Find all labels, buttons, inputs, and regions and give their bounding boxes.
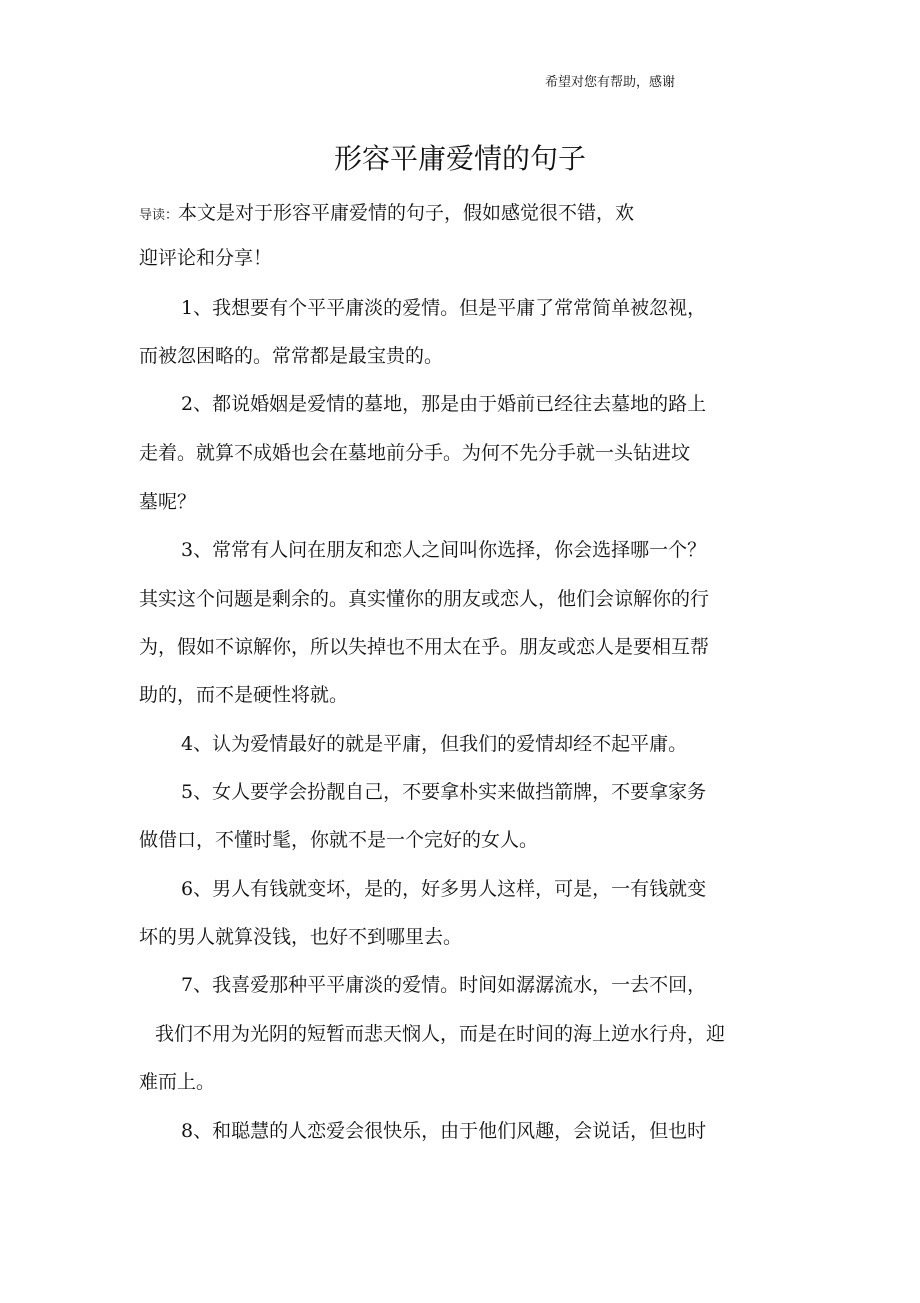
paragraph-8-line-1: 8、和聪慧的人恋爱会很快乐，由于他们风趣，会说话，但也时 [181,1120,707,1142]
paragraph-2-line-3: 墓呢？ [139,491,197,513]
paragraph-7-line-3: 难而上。 [139,1071,216,1093]
paragraph-4-line-1: 4、认为爱情最好的就是平庸，但我们的爱情却经不起平庸。 [181,733,688,755]
paragraph-3-line-4: 助的，而不是硬性将就。 [139,684,349,706]
paragraph-1-line-2: 而被忽困略的。常常都是最宝贵的。 [139,345,444,367]
paragraph-6-line-1: 6、男人有钱就变坏，是的，好多男人这样，可是，一有钱就变 [181,878,707,900]
paragraph-1-line-1: 1、我想要有个平平庸淡的爱情。但是平庸了常常简单被忽视， [181,297,707,319]
paragraph-2-line-2: 走着。就算不成婚也会在墓地前分手。为何不先分手就一头钻进坟 [139,442,691,464]
paragraph-6-line-2: 坏的男人就算没钱，也好不到哪里去。 [139,926,463,948]
paragraph-7-line-1: 7、我喜爱那种平平庸淡的爱情。时间如潺潺流水，一去不回， [181,974,707,996]
paragraph-5-line-2: 做借口，不懂时髦，你就不是一个完好的女人。 [139,829,539,851]
intro-line: 迎评论和分享！ [139,247,273,269]
paragraph-2-line-1: 2、都说婚姻是爱情的墓地，那是由于婚前已经往去墓地的路上 [181,393,707,415]
intro-line [139,199,634,230]
document-title: 形容平庸爱情的句子 [333,142,586,175]
intro-label: 导读： [139,208,179,223]
paragraph-3-line-3: 为，假如不谅解你，所以失掉也不用太在乎。朋友或恋人是要相互帮 [139,636,710,658]
paragraph-3-line-2: 其实这个问题是剩余的。真实懂你的朋友或恋人，他们会谅解你的行 [139,588,710,610]
paragraph-7-line-2: 我们不用为光阴的短暂而悲天悯人，而是在时间的海上逆水行舟，迎 [155,1023,726,1045]
intro-text: 本文是对于形容平庸爱情的句子，假如感觉很不错，欢 [178,202,635,224]
paragraph-5-line-1: 5、女人要学会扮靓自己，不要拿朴实来做挡箭牌，不要拿家务 [181,781,707,803]
paragraph-3-line-1: 3、常常有人问在朋友和恋人之间叫你选择，你会选择哪一个？ [181,539,707,561]
header-note: 希望对您有帮助，感谢 [545,75,676,90]
